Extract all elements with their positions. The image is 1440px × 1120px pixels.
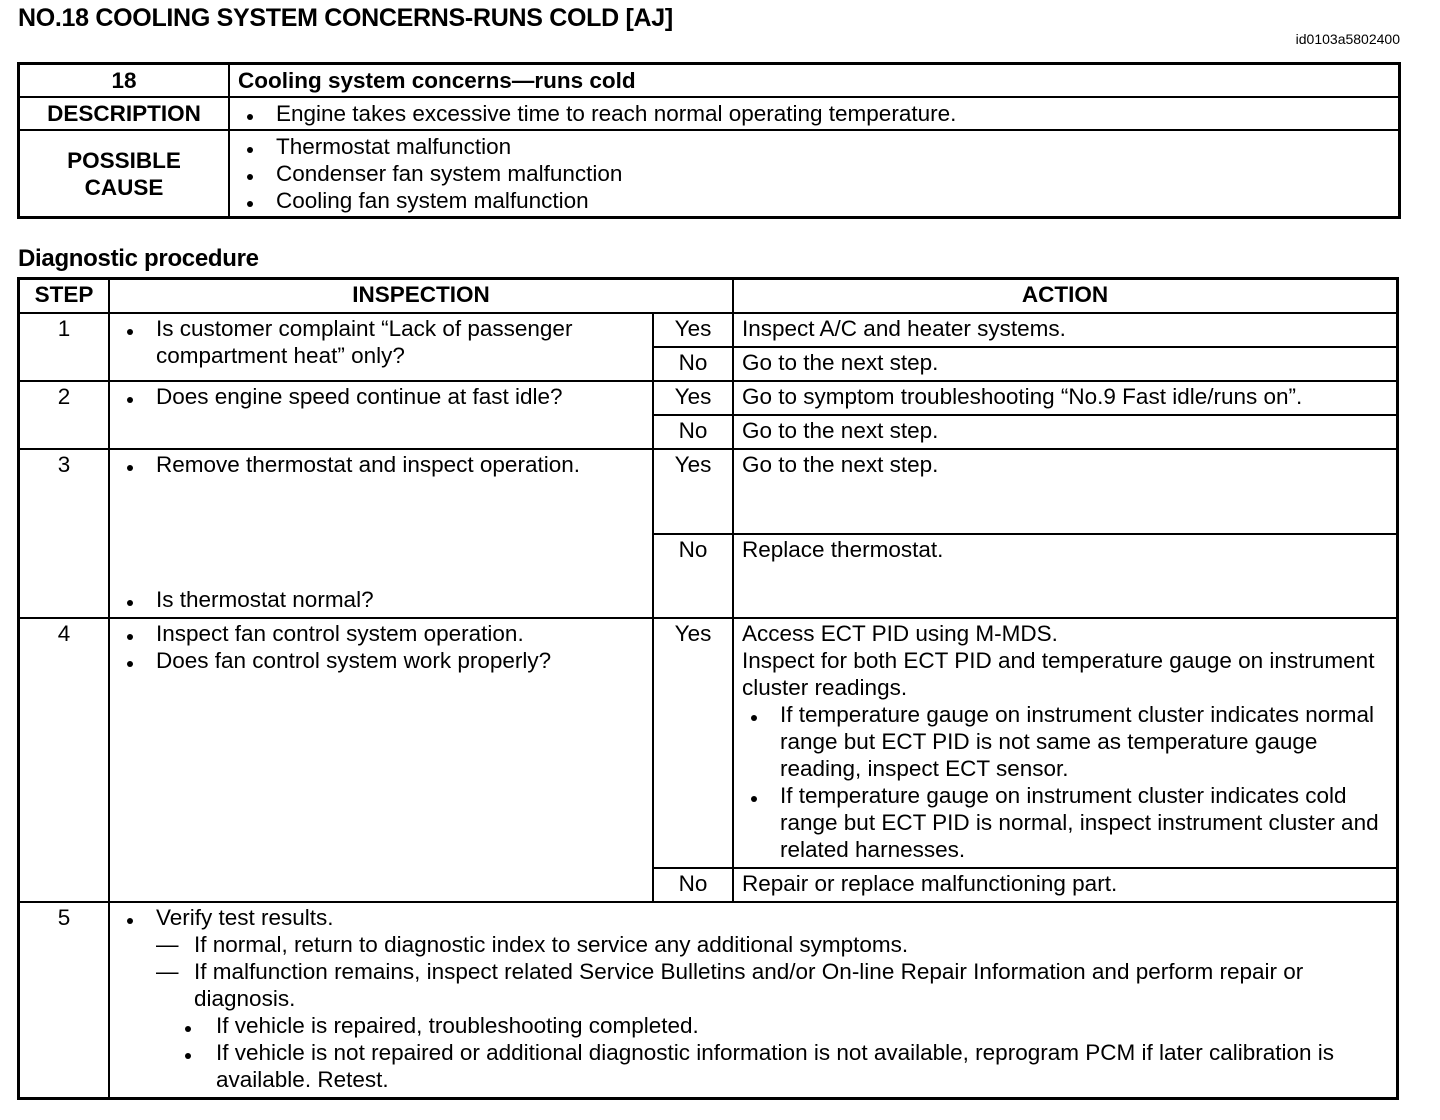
document-id: id0103a5802400 (1295, 31, 1400, 47)
action-line: Access ECT PID using M-MDS. (742, 621, 1058, 646)
dash-item-text: If malfunction remains, inspect related Service Bulletins and/or On-line Repair Information and perform repair or diagnosis. (194, 959, 1304, 1011)
action-yes (733, 618, 1397, 868)
step-inspection (109, 449, 653, 618)
symptom-number: 18 (19, 64, 229, 97)
description-row (19, 97, 1399, 130)
step-inspection (109, 618, 653, 902)
step-4-yes-row (19, 618, 1397, 868)
yes-label: Yes (653, 449, 733, 534)
possible-cause-label (19, 130, 229, 217)
inspection-item: Remove thermostat and inspect operation. (118, 451, 644, 478)
dash-item (156, 958, 1388, 1012)
description-item: Engine takes excessive time to reach normal operating temperature. (238, 100, 1390, 127)
step-3-yes-row (19, 449, 1397, 534)
diagnostic-procedure-table (18, 278, 1398, 1099)
step-header: STEP (19, 279, 109, 313)
action-line: Inspect for both ECT PID and temperature gauge on instrument cluster readings. (742, 648, 1375, 700)
dash-mark: — (156, 959, 179, 984)
step-5-row (19, 902, 1397, 1098)
step-5-content (109, 902, 1397, 1098)
step-number: 1 (19, 313, 109, 381)
inspection-header: INSPECTION (109, 279, 733, 313)
dash-item-text: If normal, return to diagnostic index to service any additional symptoms. (194, 932, 909, 957)
possible-cause-label-line: POSSIBLE (67, 147, 181, 173)
action-no: Go to the next step. (733, 415, 1397, 449)
sub-item: If vehicle is repaired, troubleshooting completed. (178, 1012, 1388, 1039)
action-item: If temperature gauge on instrument cluster indicates cold range but ECT PID is normal, inspect instrument cluster and related harnesses. (742, 782, 1388, 863)
header-row (19, 279, 1397, 313)
inspection-item: Inspect fan control system operation. (118, 620, 644, 647)
yes-label: Yes (653, 618, 733, 868)
no-label: No (653, 415, 733, 449)
dash-item (156, 931, 1388, 958)
possible-cause-cell (229, 130, 1399, 217)
yes-label: Yes (653, 381, 733, 415)
inspection-item: Verify test results. (118, 904, 1388, 931)
action-no: Repair or replace malfunctioning part. (733, 868, 1397, 902)
no-label: No (653, 347, 733, 381)
description-cell (229, 97, 1399, 130)
action-yes: Go to the next step. (733, 449, 1397, 534)
no-label: No (653, 534, 733, 619)
possible-cause-row (19, 130, 1399, 217)
cause-item: Cooling fan system malfunction (238, 187, 1390, 214)
action-no: Replace thermostat. (733, 534, 1397, 619)
inspection-item: Does fan control system work properly? (118, 647, 644, 674)
step-number: 2 (19, 381, 109, 449)
action-item: If temperature gauge on instrument cluster indicates normal range but ECT PID is not same as temperature gauge reading, inspect ECT sensor. (742, 701, 1388, 782)
result-branches (118, 931, 1388, 1093)
inspection-item: Is customer complaint “Lack of passenger compartment heat” only? (118, 315, 644, 369)
symptom-table (18, 63, 1400, 218)
action-header: ACTION (733, 279, 1397, 313)
possible-cause-label-line: CAUSE (84, 174, 164, 200)
symptom-title-row (19, 64, 1399, 97)
action-no: Go to the next step. (733, 347, 1397, 381)
dash-mark: — (156, 932, 179, 957)
description-label: DESCRIPTION (19, 97, 229, 130)
step-number: 4 (19, 618, 109, 902)
cause-item: Condenser fan system malfunction (238, 160, 1390, 187)
step-inspection (109, 381, 653, 449)
action-yes: Go to symptom troubleshooting “No.9 Fast idle/runs on”. (733, 381, 1397, 415)
page-title: NO.18 COOLING SYSTEM CONCERNS-RUNS COLD [AJ] (18, 4, 673, 32)
symptom-name: Cooling system concerns—runs cold (229, 64, 1399, 97)
no-label: No (653, 868, 733, 902)
step-1-yes-row (19, 313, 1397, 347)
sub-item: If vehicle is not repaired or additional diagnostic information is not available, reprogram PCM if later calibration is available. Retest. (178, 1039, 1388, 1093)
step-2-yes-row (19, 381, 1397, 415)
step-inspection (109, 313, 653, 381)
step-number: 5 (19, 902, 109, 1098)
sub-list (156, 1012, 1388, 1093)
step-number: 3 (19, 449, 109, 618)
section-title: Diagnostic procedure (18, 245, 259, 272)
action-yes: Inspect A/C and heater systems. (733, 313, 1397, 347)
cause-item: Thermostat malfunction (238, 133, 1390, 160)
inspection-item: Is thermostat normal? (118, 586, 644, 613)
inspection-item: Does engine speed continue at fast idle? (118, 383, 644, 410)
yes-label: Yes (653, 313, 733, 347)
